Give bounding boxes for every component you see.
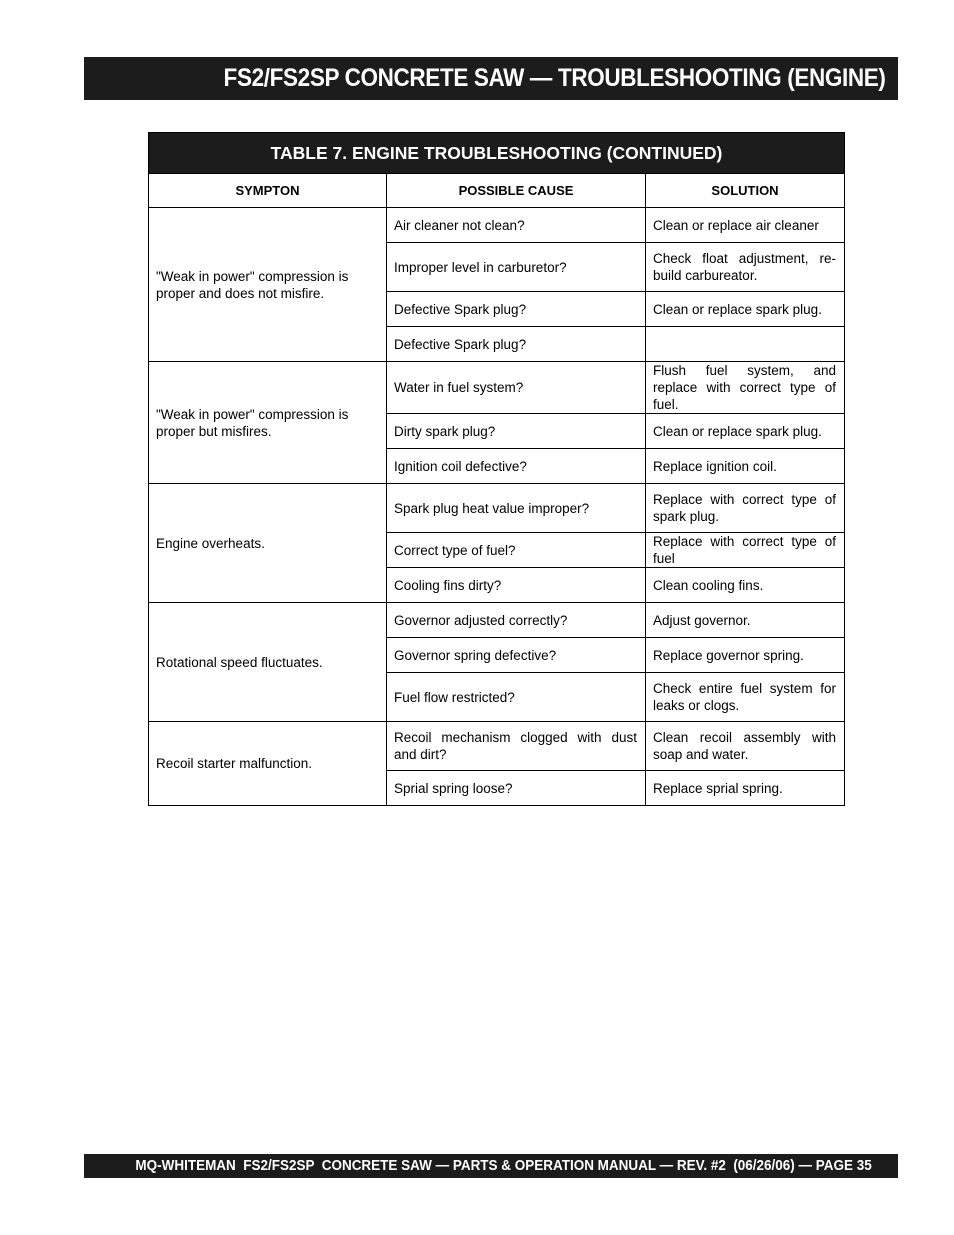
- column-header-solution: SOLUTION: [646, 174, 845, 208]
- cause-cell: Cooling fins dirty?: [387, 568, 646, 603]
- table-title: TABLE 7. ENGINE TROUBLESHOOTING (CONTINUED): [149, 133, 845, 174]
- solution-cell: Clean or replace spark plug.: [646, 292, 845, 327]
- solution-cell: Clean cooling fins.: [646, 568, 845, 603]
- symptom-cell: Rotational speed fluctuates.: [149, 603, 387, 722]
- solution-cell: Clean or replace air cleaner: [646, 208, 845, 243]
- table-row: [149, 362, 845, 414]
- solution-cell: Replace sprial spring.: [646, 771, 845, 806]
- cause-cell: Water in fuel system?: [387, 362, 646, 414]
- cause-cell: Sprial spring loose?: [387, 771, 646, 806]
- cause-cell: Improper level in carburetor?: [387, 243, 646, 292]
- footer-text: MQ-WHITEMAN FS2/FS2SP CONCRETE SAW — PARTS & OPERATION MANUAL — REV. #2 (06/26/06) — PAGE 35: [135, 1158, 872, 1174]
- cause-cell: Correct type of fuel?: [387, 533, 646, 568]
- solution-cell: Check entire fuel system for leaks or clogs.: [646, 673, 845, 722]
- solution-cell: Adjust governor.: [646, 603, 845, 638]
- page-footer: [84, 1154, 898, 1178]
- cause-cell: Spark plug heat value improper?: [387, 484, 646, 533]
- cause-cell: Governor spring defective?: [387, 638, 646, 673]
- symptom-cell: Engine overheats.: [149, 484, 387, 603]
- solution-cell: [646, 327, 845, 362]
- page-title: FS2/FS2SP CONCRETE SAW — TROUBLESHOOTING (ENGINE): [223, 64, 886, 92]
- troubleshooting-table-container: [148, 132, 844, 806]
- troubleshooting-table: [148, 132, 845, 806]
- symptom-cell: "Weak in power" compression is proper but misfires.: [149, 362, 387, 484]
- solution-cell: Replace ignition coil.: [646, 449, 845, 484]
- cause-cell: Defective Spark plug?: [387, 327, 646, 362]
- cause-cell: Governor adjusted correctly?: [387, 603, 646, 638]
- symptom-cell: "Weak in power" compression is proper and does not misfire.: [149, 208, 387, 362]
- solution-cell: Replace governor spring.: [646, 638, 845, 673]
- table-title-row: [149, 133, 845, 174]
- cause-cell: Dirty spark plug?: [387, 414, 646, 449]
- symptom-cell: Recoil starter malfunction.: [149, 722, 387, 806]
- cause-cell: Ignition coil defective?: [387, 449, 646, 484]
- table-row: [149, 208, 845, 243]
- cause-cell: Air cleaner not clean?: [387, 208, 646, 243]
- column-header-cause: POSSIBLE CAUSE: [387, 174, 646, 208]
- table-row: [149, 484, 845, 533]
- solution-cell: Clean recoil assembly with soap and water.: [646, 722, 845, 771]
- cause-cell: Fuel flow restricted?: [387, 673, 646, 722]
- column-header-symptom: SYMPTON: [149, 174, 387, 208]
- solution-cell: Flush fuel system, and replace with correct type of fuel.: [646, 362, 845, 414]
- table-row: [149, 603, 845, 638]
- solution-cell: Clean or replace spark plug.: [646, 414, 845, 449]
- solution-cell: Replace with correct type of fuel: [646, 533, 845, 568]
- table-row: [149, 722, 845, 771]
- cause-cell: Defective Spark plug?: [387, 292, 646, 327]
- page-header: [84, 57, 898, 100]
- solution-cell: Replace with correct type of spark plug.: [646, 484, 845, 533]
- cause-cell: Recoil mechanism clogged with dust and dirt?: [387, 722, 646, 771]
- column-header-row: [149, 174, 845, 208]
- solution-cell: Check float adjustment, re-build carbureator.: [646, 243, 845, 292]
